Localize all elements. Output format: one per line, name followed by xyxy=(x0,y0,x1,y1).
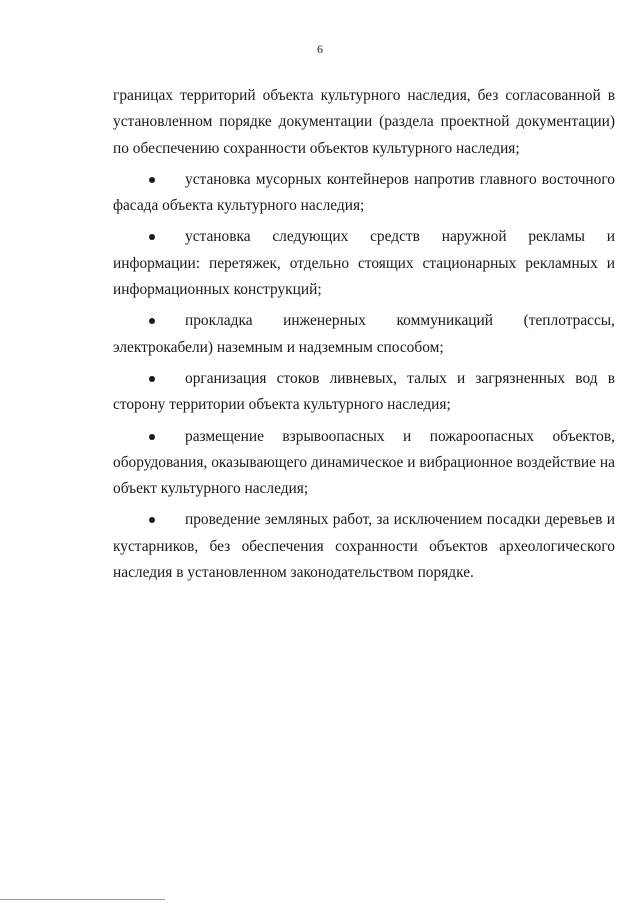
list-item-text: установка мусорных контейнеров напротив главного восточного фасада объекта культурного наследия; xyxy=(113,170,615,215)
list-item-text: организация стоков ливневых, талых и загрязненных вод в сторону территории объекта культурного наследия; xyxy=(113,369,615,414)
list-item xyxy=(113,366,615,419)
bullet-icon xyxy=(149,517,155,523)
intro-paragraph: границах территорий объекта культурного наследия, без согласованной в установленном порядке документации (раздела проектной документации) по обеспечению сохранности объектов культурного наследия; xyxy=(113,87,615,157)
bullet-icon xyxy=(149,234,155,240)
list-item xyxy=(113,308,615,361)
bullet-icon xyxy=(149,318,155,324)
bullet-icon xyxy=(149,177,155,183)
list-item xyxy=(113,167,615,220)
bullet-icon xyxy=(149,376,155,382)
document-body xyxy=(113,83,615,586)
list-item xyxy=(113,424,615,503)
bullet-icon xyxy=(149,434,155,440)
list-item-text: размещение взрывоопасных и пожароопасных объектов, оборудования, оказывающего динамическое и вибрационное воздействие на объект культурного наследия; xyxy=(113,427,615,498)
list-item xyxy=(113,224,615,303)
page-number: 6 xyxy=(317,42,323,56)
list-item-text: установка следующих средств наружной рекламы и информации: перетяжек, отдельно стоящих стационарных рекламных и информационных конструкций; xyxy=(113,228,615,299)
list-item-text: прокладка инженерных коммуникаций (теплотрассы, электрокабели) наземным и надземным способом; xyxy=(113,312,615,356)
list-item-text: проведение земляных работ, за исключением посадки деревьев и кустарников, без обеспечения сохранности объектов археологического наследия в установленном законодательством порядке. xyxy=(113,511,615,582)
page-bottom-divider xyxy=(0,899,165,900)
list-item xyxy=(113,507,615,586)
